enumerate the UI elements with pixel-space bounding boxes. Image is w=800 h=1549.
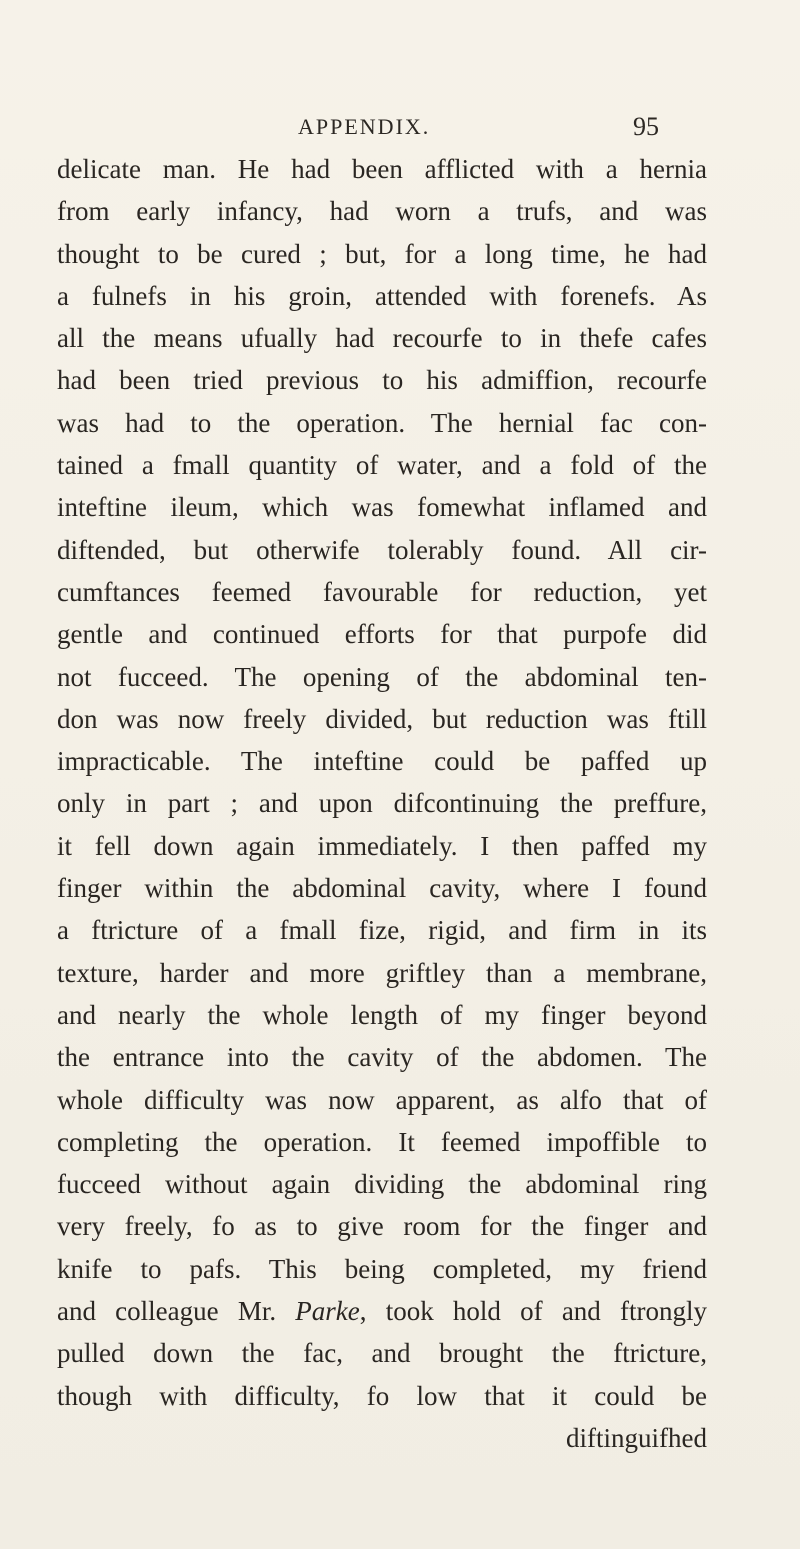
person-name: Parke	[295, 1296, 360, 1327]
text-line: thought to be cured ; but, for a long time, he had	[57, 238, 707, 269]
text-line: though with difficulty, fo low that it could be	[57, 1380, 707, 1411]
body-text	[57, 148, 707, 1459]
text-line: pulled down the fac, and brought the ftricture,	[57, 1338, 707, 1369]
text-line: delicate man. He had been afflicted with a hernia	[57, 154, 707, 184]
text-line: tained a fmall quantity of water, and a fold of the	[57, 450, 707, 481]
text-line: knife to pafs. This being completed, my friend	[57, 1253, 707, 1284]
text-segment: and colleague Mr.	[57, 1296, 296, 1327]
page-number: 95	[633, 112, 659, 141]
text-line-with-name	[57, 1290, 707, 1332]
text-line: texture, harder and more griftley than a membrane,	[57, 957, 707, 988]
running-head	[0, 108, 800, 148]
text-line: don was now freely divided, but reduction was ftill	[57, 703, 707, 734]
text-line: it fell down again immediately. I then paffed my	[57, 830, 707, 861]
text-line: a ftricture of a fmall fize, rigid, and firm in its	[57, 915, 707, 946]
text-line: diftended, but otherwife tolerably found. All cir-	[57, 534, 707, 565]
catchword: diftinguifhed	[566, 1422, 707, 1453]
text-line: fucceed without again dividing the abdominal ring	[57, 1169, 707, 1200]
text-line: from early infancy, had worn a trufs, and was	[57, 196, 707, 227]
text-line: all the means ufually had recourfe to in thefe cafes	[57, 323, 707, 354]
text-line: cumftances feemed favourable for reduction, yet	[57, 576, 707, 607]
text-line: and nearly the whole length of my finger beyond	[57, 999, 707, 1030]
text-line: whole difficulty was now apparent, as alfo that of	[57, 1084, 707, 1115]
text-line: only in part ; and upon difcontinuing the preffure,	[57, 788, 707, 819]
text-segment: , took hold of and ftrongly	[359, 1296, 707, 1327]
text-line: gentle and continued efforts for that purpofe did	[57, 619, 707, 650]
text-line: not fucceed. The opening of the abdominal ten-	[57, 661, 707, 692]
running-title: APPENDIX.	[298, 114, 431, 139]
text-line: a fulnefs in his groin, attended with forenefs. As	[57, 280, 707, 311]
text-line: had been tried previous to his admiffion, recourfe	[57, 365, 707, 396]
text-line: very freely, fo as to give room for the finger and	[57, 1211, 707, 1242]
text-line: the entrance into the cavity of the abdomen. The	[57, 1042, 707, 1073]
text-line: finger within the abdominal cavity, where I found	[57, 873, 707, 904]
text-line: impracticable. The inteftine could be paffed up	[57, 746, 707, 777]
text-line: was had to the operation. The hernial fac con-	[57, 407, 707, 438]
text-line: inteftine ileum, which was fomewhat inflamed and	[57, 492, 707, 523]
text-line: completing the operation. It feemed impoffible to	[57, 1126, 707, 1157]
